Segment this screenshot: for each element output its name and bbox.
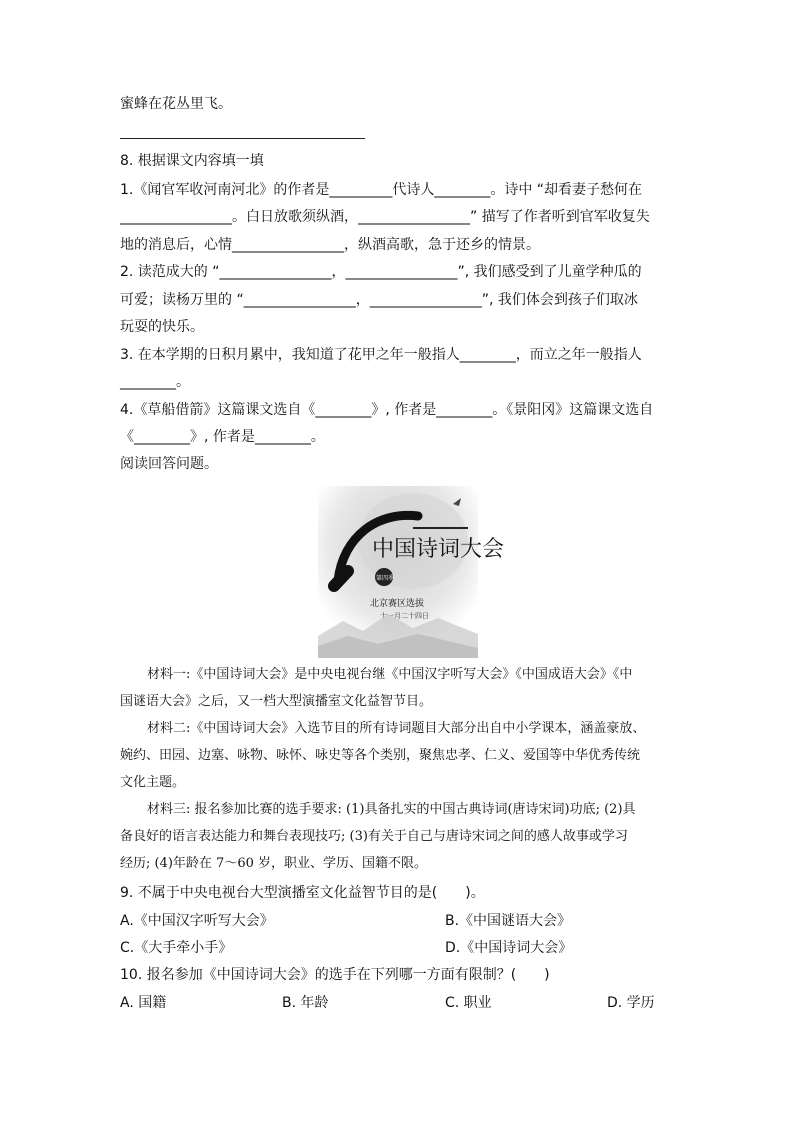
q10-option-c: C. 职业 [445,995,492,1011]
q8-heading: 8. 根据课文内容填一填 [120,153,264,169]
material-line: 婉约、田园、边塞、咏物、咏怀、咏史等各个类别，聚焦忠孝、仁义、爱国等中华优秀传统 [120,748,641,763]
answer-underline [120,138,365,139]
q8-line: 地的消息后，心情________________，纵酒高歌，急于还乡的情景。 [120,237,540,253]
q9-stem: 9. 不属于中央电视台大型演播室文化益智节目的是( )。 [120,885,485,901]
q9-option-d: D.《中国诗词大会》 [445,940,573,956]
q9-option-c: C.《大手牵小手》 [120,940,233,956]
q8-line: 1.《闻官军收河南河北》的作者是_________代诗人________。诗中 “却看妻子愁何在 [120,182,643,198]
q9-option-b: B.《中国谜语大会》 [445,913,572,929]
q8-line: ________。 [120,374,190,390]
q8-line: 4.《草船借箭》这篇课文选自《________》, 作者是________。《景阳冈》这篇课文选自 [120,402,654,418]
poster-season: 第四季 [376,575,395,582]
q8-line: 玩耍的快乐。 [120,319,204,335]
q8-line: ________________。白日放歌须纵酒，________________” 描写了作者听到官军收复失 [120,209,650,225]
material-line: 备良好的语言表达能力和舞台表现技巧; (3)有关于自己与唐诗宋词之间的感人故事或学习 [120,829,628,844]
material-line: 材料三: 报名参加比赛的选手要求: (1)具备扎实的中国古典诗词(唐诗宋词)功底; (2)具 [147,802,636,817]
q10-option-a: A. 国籍 [120,995,167,1011]
q8-line: 《________》, 作者是________。 [120,429,325,445]
q8-line: 2. 读范成大的 “________________，________________”, 我们感受到了儿童学种瓜的 [120,264,642,280]
material-line: 材料一:《中国诗词大会》是中央电视台继《中国汉字听写大会》《中国成语大会》《中 [147,667,633,682]
q8-line: 3. 在本学期的日积月累中，我知道了花甲之年一般指人________，而立之年一般指人 [120,347,642,363]
material-line: 文化主题。 [120,775,186,790]
material-line: 材料二:《中国诗词大会》入选节目的所有诗词题目大部分出自中小学课本，涵盖豪放、 [147,721,646,736]
q10-stem: 10. 报名参加《中国诗词大会》的选手在下列哪一方面有限制？( ) [120,967,550,983]
material-line: 经历; (4)年龄在 7～60 岁，职业、学历、国籍不限。 [120,856,428,871]
reading-heading: 阅读回答问题。 [120,456,218,472]
poster-image [318,486,505,658]
poster-title: 中国诗词大会 [372,537,505,562]
material-line: 国谜语大会》之后，又一档大型演播室文化益智节目。 [120,694,433,709]
q8-line: 可爱；读杨万里的 “________________，________________”, 我们体会到孩子们取冰 [120,292,638,308]
poster-subtitle: 北京赛区选拔 [370,599,425,609]
fragment-text: 蜜蜂在花丛里飞。 [120,96,232,112]
q10-option-d: D. 学历 [607,995,655,1011]
poster-date: 十一月二十四日 [380,612,429,620]
q10-option-b: B. 年龄 [282,995,329,1011]
q9-option-a: A.《中国汉字听写大会》 [120,913,274,929]
